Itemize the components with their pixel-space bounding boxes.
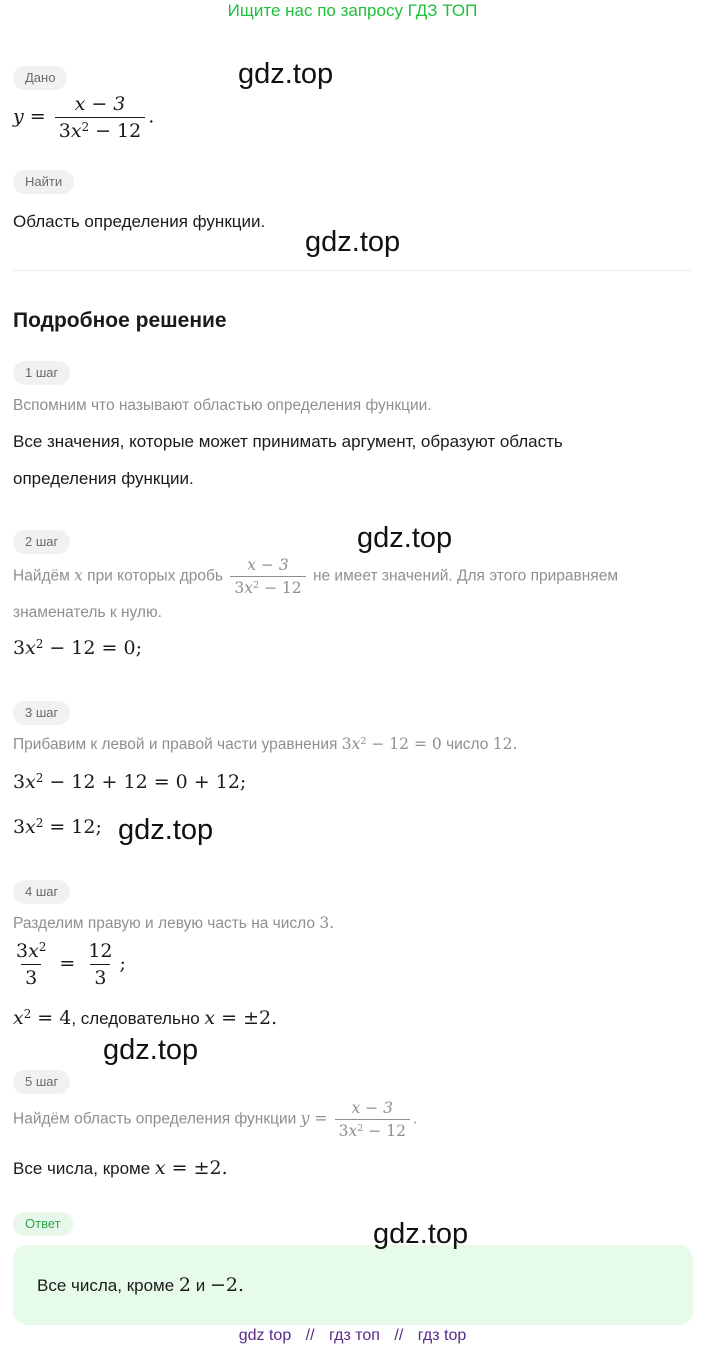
step-3-hint: Прибавим к левой и правой части уравнения $3x^2 - 12 = 0$ число 12. [13, 735, 518, 753]
step-4-result: $x^2 = 4$, следовательно x = ±2. [13, 1006, 278, 1029]
footer-link-gdz-top-ru[interactable]: гдз топ [329, 1327, 380, 1344]
footer-links [0, 1327, 705, 1345]
answer-text: Все числа, кроме 2 и −2. [37, 1274, 245, 1296]
given-formula: y = $\frac{x - 3}{3x^2 - 12}$ . [13, 93, 155, 142]
footer-link-gdz-top-mixed[interactable]: гдз top [417, 1327, 467, 1344]
solution-title: Подробное решение [13, 309, 227, 332]
footer-separator: // [394, 1327, 404, 1344]
step-2-label: 2 шаг [13, 530, 70, 554]
section-divider [13, 270, 692, 271]
step-2-hint: Найдём x при которых дробь $\frac{x - 3}{3x^2 - 12}$ не имеет значений. Для этого приравняем [13, 556, 618, 597]
step-5-hint: Найдём область определения функции y = $\frac{x - 3}{3x^2 - 12}$ . [13, 1099, 418, 1140]
watermark: gdz.top [103, 1034, 199, 1066]
step-5-label: 5 шаг [13, 1070, 70, 1094]
step-3-label: 3 шаг [13, 701, 70, 725]
step-2-equation: $3x^2 - 12 = 0$; [13, 636, 142, 659]
watermark: gdz.top [305, 226, 401, 258]
footer-link-gdz-top[interactable]: gdz top [238, 1327, 292, 1344]
step-3-equation-2: $3x^2 = 12$; [13, 815, 102, 838]
step-4-label: 4 шаг [13, 880, 70, 904]
find-text: Область определения функции. [13, 212, 266, 231]
given-label: Дано [13, 66, 67, 90]
step-3-equation-1: $3x^2 - 12 + 12 = 0 + 12$; [13, 770, 247, 793]
step-1-label: 1 шаг [13, 361, 70, 385]
step-4-hint: Разделим правую и левую часть на число 3. [13, 914, 335, 932]
step-1-line-1: Все значения, которые может принимать аргумент, образуют область [13, 432, 563, 451]
step-1-hint: Вспомним что называют областью определения функции. [13, 397, 432, 414]
watermark: gdz.top [118, 814, 214, 846]
watermark: gdz.top [373, 1218, 469, 1250]
watermark: gdz.top [357, 522, 453, 554]
step-1-line-2: определения функции. [13, 469, 194, 488]
step-4-equation: $\frac{3x^2}{3}$ = $\frac{12}{3}$ ; [16, 939, 126, 989]
answer-label: Ответ [13, 1212, 73, 1236]
watermark: gdz.top [238, 58, 334, 90]
step-2-hint-line-2: знаменатель к нулю. [13, 604, 162, 621]
footer-separator: // [305, 1327, 315, 1344]
search-banner: Ищите нас по запросу ГДЗ ТОП [227, 1, 478, 20]
step-5-result: Все числа, кроме x = ±2. [13, 1157, 228, 1179]
find-label: Найти [13, 170, 74, 194]
